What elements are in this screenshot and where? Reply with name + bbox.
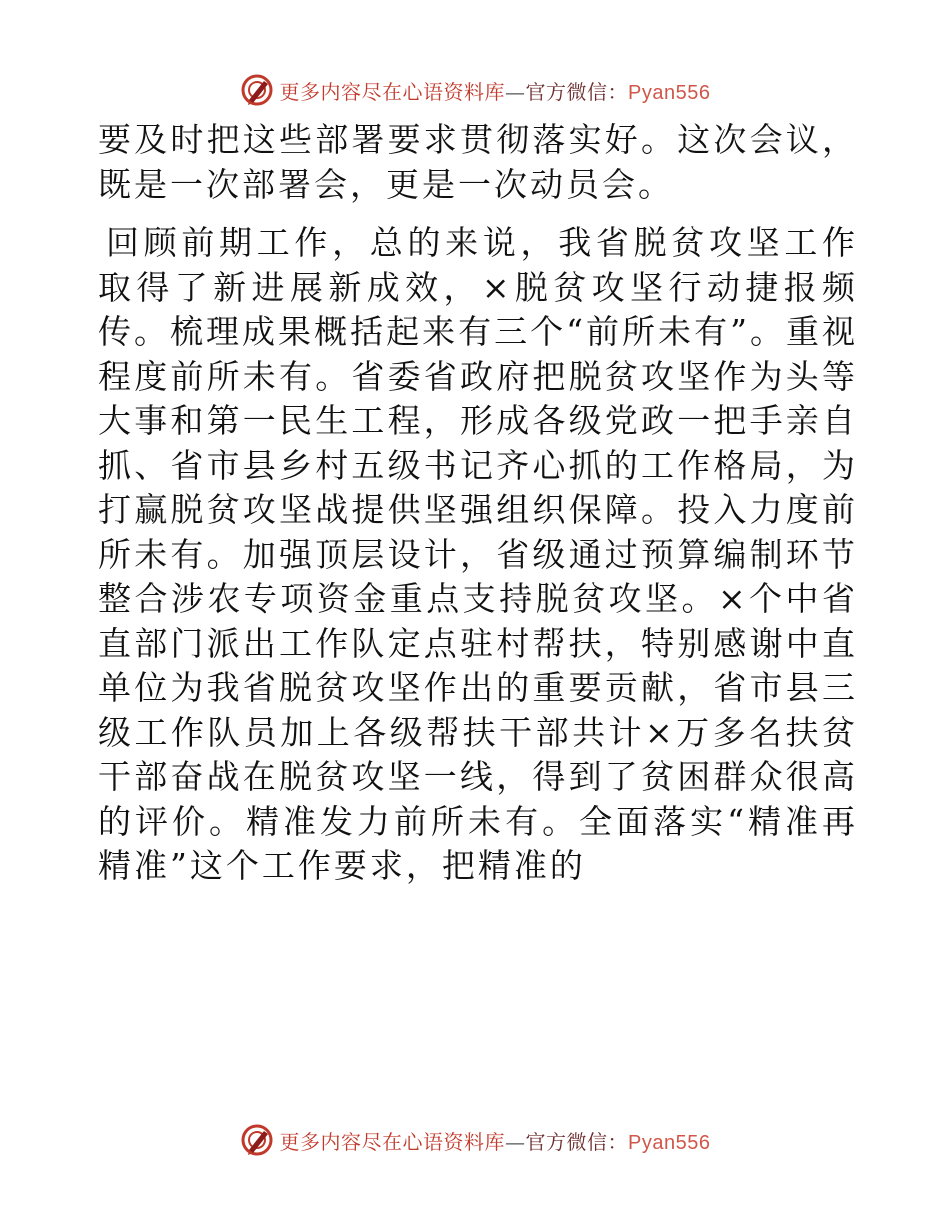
watermark-text [280,76,711,105]
watermark-id: Pyan556 [628,1131,711,1154]
watermark-brand: 官方微信： [525,1129,629,1154]
watermark-main: 更多内容尽在心语资料库 [279,1129,506,1154]
watermark-id: Pyan556 [628,81,711,104]
watermark-brand: 官方微信： [525,79,629,104]
pen-logo-icon [240,1123,274,1157]
footer-watermark [0,1120,950,1160]
paragraph-1: 要及时把这些部署要求贯彻落实好。这次会议，既是一次部署会，更是一次动员会。 [98,120,858,204]
pen-logo-icon [240,73,274,107]
header-watermark [0,70,950,110]
watermark-main: 更多内容尽在心语资料库 [279,79,506,104]
watermark-text [280,1126,711,1155]
document-body [98,118,858,889]
watermark-dash: — [505,1129,526,1154]
paragraph-2: 回顾前期工作，总的来说，我省脱贫攻坚工作取得了新进展新成效，×脱贫攻坚行动捷报频传。梳理成果概括起来有三个“前所未有”。重视程度前所未有。省委省政府把脱贫攻坚作为头等大事和第一民生工程，形成各级党政一把手亲自抓、省市县乡村五级书记齐心抓的工作格局，为打赢脱贫攻坚战提供坚强组织保障。投入力度前所未有。加强顶层设计，省级通过预算编制环节整合涉农专项资金重点支持脱贫攻坚。×个中省直部门派出工作队定点驻村帮扶，特别感谢中直单位为我省脱贫攻坚作出的重要贡献，省市县三级工作队员加上各级帮扶干部共计×万多名扶贫干部奋战在脱贫攻坚一线，得到了贫困群众很高的评价。精准发力前所未有。全面落实“精准再精准”这个工作要求，把精准的 [98,223,858,885]
watermark-dash: — [505,79,526,104]
